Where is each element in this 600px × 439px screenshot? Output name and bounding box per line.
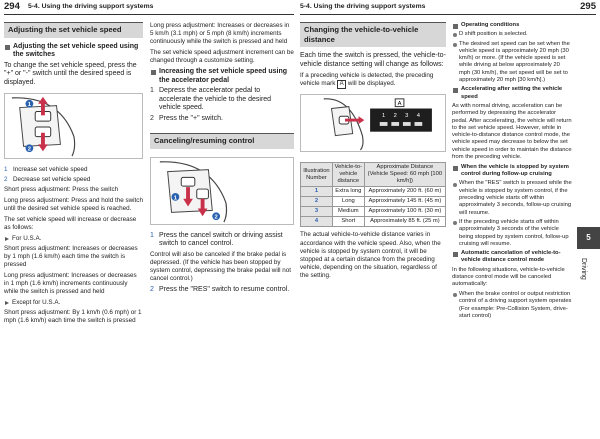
bullet-res-switch: When the "RES" switch is pressed while the vehicle is stopped by system control, if the preceding vehicle starts off within approximately 3 seconds, follow-up cruising will resume.	[452, 180, 572, 216]
accelerator-step-1: 1 Depress the accelerator pedal to accelerate the vehicle to the desired vehicle speed.	[150, 87, 272, 112]
except-usa-short-press: Short press adjustment: By 1 km/h (0.6 mph) or 1 mph (1.6 km/h) each time the switch is pressed	[4, 309, 142, 325]
column-2	[150, 22, 294, 297]
section-box-cancel-resume: Canceling/resuming control	[150, 133, 294, 149]
auto-cancel-heading: Automatic cancelation of vehicle-to-vehicle distance control mode	[452, 250, 572, 265]
dist-num-4: 4	[416, 113, 420, 120]
customize-text: The set vehicle speed adjustment increment can be changed through a customize setting.	[150, 49, 294, 65]
dist-num-3: 3	[405, 113, 409, 120]
resume-step-2: 2 Press the "RES" switch to resume control.	[150, 286, 290, 294]
distance-note: The actual vehicle-to-vehicle distance varies in accordance with the vehicle speed. Also, when the vehicle is stopped by system control, it will be stopped at a certain distance from the preceding vehicle, depending on the situation, regardless of the setting.	[300, 231, 441, 280]
left-page-number: 294	[4, 1, 20, 12]
table-row: 3 Medium Approximately 100 ft. (30 m)	[301, 207, 446, 217]
col-header-distance: Vehicle-to-vehicle distance	[332, 163, 364, 187]
column-3	[300, 22, 446, 283]
long-press-text: Long press adjustment: Press and hold the switch until the desired set vehicle speed is reached.	[4, 196, 143, 213]
col-header-approx: Approximate Distance (Vehicle Speed: 60 mph [100 km/h])	[364, 163, 445, 187]
distance-table	[300, 162, 446, 227]
cancel-callout-2-label: 2	[214, 214, 218, 221]
intro-text: To change the set vehicle speed, press the "+" or "-" switch until the desired speed is displayed.	[4, 61, 137, 86]
distance-intro: Each time the switch is pressed, the vehicle-to-vehicle distance setting will change as follows:	[300, 52, 446, 68]
callout-1-label: 1	[27, 101, 31, 108]
cancel-step-1: 1 Press the cancel switch or driving assist switch to cancel control.	[150, 231, 283, 248]
left-section-title: 5-4. Using the driving support systems	[28, 2, 154, 10]
table-row: 1 Extra long Approximately 200 ft. (60 m)	[301, 187, 446, 197]
cancel-switch-illustration	[150, 157, 294, 225]
callout-2-label: 2	[27, 146, 31, 153]
table-row: 2 Long Approximately 145 ft. (45 m)	[301, 197, 446, 207]
accelerator-heading: Increasing the set vehicle speed using the accelerator pedal	[150, 68, 294, 85]
auto-cancel-text: In the following situations, vehicle-to-vehicle distance control mode will be canceled automatically:	[452, 266, 565, 288]
right-page-header	[300, 0, 596, 15]
stopped-heading: When the vehicle is stopped by system control during follow-up cruising	[452, 164, 572, 179]
section-box-adjust-speed: Adjusting the set vehicle speed	[4, 22, 143, 38]
bullet-brake-control: When the brake control or output restriction control of a driving support system operates (For example: Pre-Collision System, drive-start control)	[452, 291, 572, 320]
step-increase: 1 Increase set vehicle speed	[4, 165, 88, 173]
column-4	[452, 22, 572, 322]
long-press-km-text: Long press adjustment: Increases or decreases in 5 km/h (3.1 mph) or 5 mph (8 km/h) increments continuously while the switch is pressed and held	[150, 22, 290, 46]
short-press-text: Short press adjustment: Press the switch	[4, 186, 119, 194]
left-page-header	[4, 0, 294, 15]
subsection-heading: Adjusting the set vehicle speed using the switches	[4, 43, 143, 60]
except-usa-heading: Except for U.S.A.	[4, 299, 143, 307]
bullet-preceding-starts: If the preceding vehicle starts off within approximately 3 seconds of the vehicle being stopped by system control, follow-up cruising will resume.	[452, 219, 572, 248]
dist-num-2: 2	[393, 113, 397, 120]
bullet-d-shift: D shift position is selected.	[452, 31, 572, 38]
usa-long-press: Long press adjustment: Increases or decreases in 1 mph (1.6 km/h) increments continuously while the switch is pressed and held	[4, 271, 137, 296]
preceding-vehicle-mark: A	[337, 80, 346, 89]
column-1	[4, 22, 143, 328]
chapter-label: Driving	[580, 258, 587, 280]
accelerating-text: As with normal driving, acceleration can be performed by depressing the accelerator pedal. After accelerating, the vehicle will return to the set vehicle speed. However, while in vehicle-to-distance distance control mode, the vehicle speed may decrease to below the set vehicle speed in order to maintain the distance from the preceding vehicle.	[452, 102, 572, 161]
distance-display-illustration	[300, 94, 446, 152]
usa-heading: For U.S.A.	[4, 235, 143, 243]
bullet-set-speed: The desired set speed can be set when the vehicle speed is approximately 20 mph (30 km/h) or more. (If the vehicle speed is set while driving at below approximately 20 mph (30 km/h), the set speed will be set to approximately 20 mph [30 km/h].)	[452, 41, 572, 85]
usa-short-press: Short press adjustment: Increases or decreases by 1 mph (1.6 km/h) each time the switch is pressed	[4, 244, 138, 269]
steering-switch-illustration	[4, 93, 143, 159]
preceding-vehicle-text: If a preceding vehicle is detected, the preceding vehicle mark A will be displayed.	[300, 71, 434, 87]
col-header-illustration: Illustration Number	[301, 163, 333, 187]
dist-num-1: 1	[382, 113, 386, 120]
operating-conditions-heading: Operating conditions	[452, 22, 572, 29]
increase-decrease-text: The set vehicle speed will increase or decrease as follows:	[4, 215, 137, 231]
table-row: 4 Short Approximately 85 ft. (25 m)	[301, 217, 446, 227]
right-section-title: 5-4. Using the driving support systems	[300, 2, 426, 10]
cancel-callout-1-label: 1	[173, 194, 178, 201]
right-page-number: 295	[580, 1, 596, 12]
diagram-a-label: A	[397, 101, 402, 108]
accelerating-heading: Accelerating after setting the vehicle speed	[452, 86, 572, 101]
cancel-note: Control will also be canceled if the brake pedal is depressed. (If the vehicle has been stopped by system control, depressing the brake pedal will not cancel control.)	[150, 250, 292, 283]
chapter-tab: 5	[577, 227, 600, 249]
section-box-distance: Changing the vehicle-to-vehicle distance	[300, 22, 446, 47]
step-decrease: 2 Decrease set vehicle speed	[4, 175, 91, 183]
accelerator-step-2: 2 Press the "+" switch.	[150, 114, 223, 122]
